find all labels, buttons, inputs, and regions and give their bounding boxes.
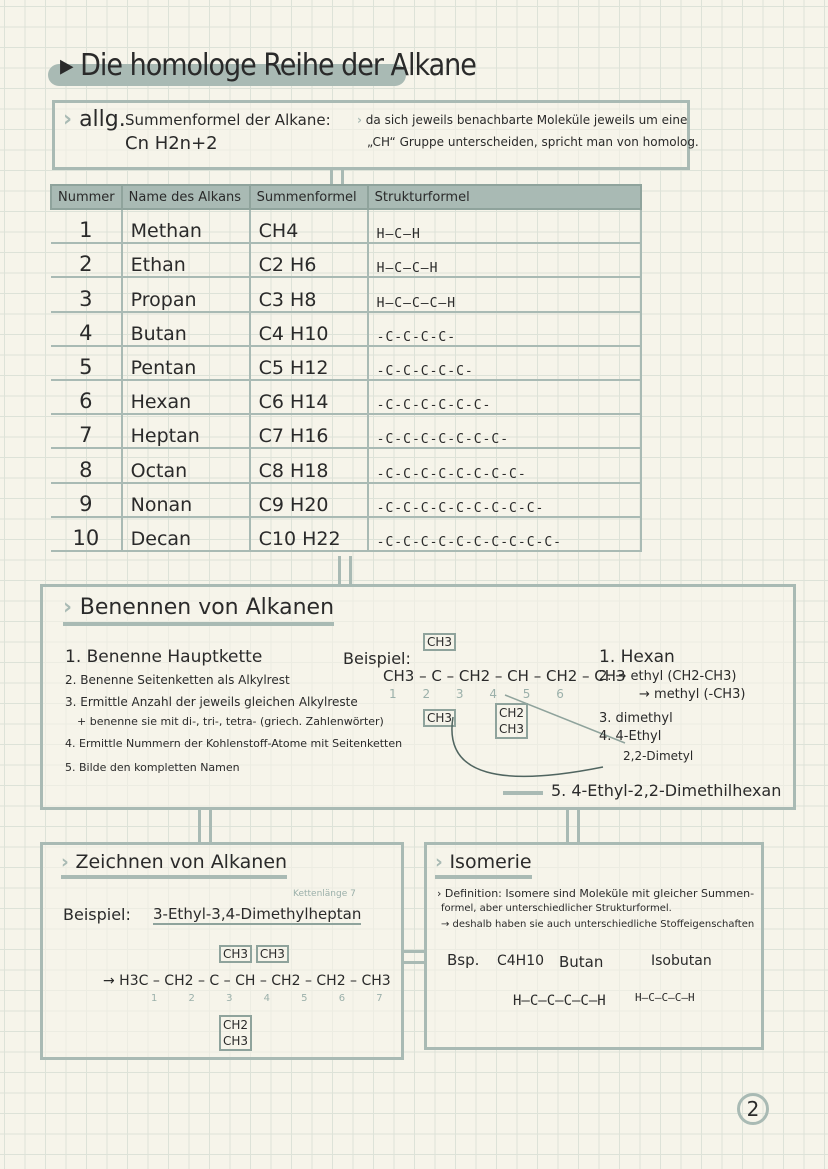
sum-formula: C4 H10: [250, 312, 368, 346]
sum-formula: CH4: [250, 209, 368, 243]
step: 2. Benenne Seitenketten als Alkylrest: [65, 673, 290, 687]
structure-formula: H–C–C–H: [368, 243, 641, 277]
col-header: Strukturformel: [368, 185, 641, 209]
result: → methyl (-CH3): [639, 687, 746, 702]
col-header: Name des Alkans: [122, 185, 250, 209]
table-row: [51, 414, 641, 448]
table-row: [51, 448, 641, 482]
alkane-name: Decan: [122, 517, 250, 551]
step: 3. Ermittle Anzahl der jeweils gleichen Alkylreste: [65, 695, 358, 709]
step: 5. Bilde den kompletten Namen: [65, 761, 240, 774]
ethyl-group: CH2 CH3: [495, 703, 528, 739]
sum-formula: C10 H22: [250, 517, 368, 551]
example-label: Beispiel:: [343, 649, 411, 668]
step: 1. Benenne Hauptkette: [65, 647, 263, 667]
result: 2. → ethyl (CH2-CH3): [599, 669, 737, 684]
definition: formel, aber unterschiedlicher Strukturformel.: [441, 903, 672, 914]
page-title: ▸ Die homologe Reihe der Alkane: [60, 48, 476, 83]
note-line-2: „CH“ Gruppe unterscheiden, spricht man von homolog.: [367, 135, 699, 149]
definition: › Definition: Isomere sind Moleküle mit gleicher Summen-: [437, 887, 755, 900]
ethyl-group: CH2 CH3: [219, 1015, 252, 1051]
isobutan-label: Isobutan: [651, 953, 712, 969]
drawing-heading: Zeichnen von Alkanen: [75, 851, 288, 873]
top-group: CH3: [423, 633, 456, 651]
col-header: Nummer: [51, 185, 122, 209]
step: 4. Ermittle Nummern der Kohlenstoff-Atome mit Seitenketten: [65, 737, 403, 750]
final-name: 5. 4-Ethyl-2,2-Dimethilhexan: [551, 781, 782, 800]
result: 4. 4-Ethyl: [599, 729, 662, 744]
table-row: [51, 517, 641, 551]
table-row: [51, 346, 641, 380]
structure-formula: -C-C-C-C-C-C-: [368, 380, 641, 414]
general-formula-box: › allg. Summenformel der Alkane: Cn H2n+2 › da sich jeweils benachbarte Moleküle jeweils um eine „CH“ Gruppe unterscheiden, spricht man von homolog.: [52, 100, 690, 170]
drawing-box: › Zeichnen von Alkanen Beispiel: 3-Ethyl-3,4-Dimethylheptan Kettenlänge 7 CH3 CH3 → H3C – CH2 – C – CH – CH2 – CH2 – CH3 1 2 3 4 5 6 7 CH2 CH3: [40, 842, 404, 1060]
alkane-name: Heptan: [122, 414, 250, 448]
alkane-name: Hexan: [122, 380, 250, 414]
compound-name: 3-Ethyl-3,4-Dimethylheptan: [153, 905, 362, 923]
example-label: Beispiel:: [63, 905, 131, 924]
table-row: [51, 243, 641, 277]
table-row: [51, 277, 641, 311]
table-row: [51, 380, 641, 414]
structure-formula: -C-C-C-C-: [368, 312, 641, 346]
structure-formula: -C-C-C-C-C-C-C-: [368, 414, 641, 448]
sum-formula: C5 H12: [250, 346, 368, 380]
main-chain: → H3C – CH2 – C – CH – CH2 – CH2 – CH3: [103, 973, 391, 989]
methyl-group: CH3: [256, 945, 289, 963]
allg-label: allg.: [79, 107, 126, 132]
row-number: 8: [51, 448, 122, 482]
bottom-group: CH3: [423, 709, 456, 727]
naming-box: › Benennen von Alkanen 1. Benenne Hauptkette 2. Benenne Seitenketten als Alkylrest 3. Ermittle Anzahl der jeweils gleichen Alkylreste + benenne sie mit di-, tri-, tetra- (griech. Zahlenwörter) 4. Ermittle Nummern der Kohlenstoff-Atome mit Seitenketten 5. Bilde den kompletten Namen Beispiel: CH3 CH3 – C – CH2 – CH – CH2 – CH3 1 2 3 4 5 6 CH3 CH2 CH3 1. Hexan 2. → ethyl (CH2-CH3) → methyl (-CH3) 3. dimethyl 4. 4-Ethyl 2,2-Dimetyl 5. 4-Ethyl-2,2-Dimethilhexan: [40, 584, 796, 810]
chain-length-note: Kettenlänge 7: [293, 889, 356, 899]
alkane-name: Ethan: [122, 243, 250, 277]
alkane-name: Nonan: [122, 483, 250, 517]
alkane-name: Pentan: [122, 346, 250, 380]
table-row: [51, 209, 641, 243]
sum-formula: C3 H8: [250, 277, 368, 311]
row-number: 7: [51, 414, 122, 448]
result: 2,2-Dimetyl: [623, 749, 694, 763]
bsp-label: Bsp.: [447, 951, 480, 969]
sum-formula: C8 H18: [250, 448, 368, 482]
sum-formula: C6 H14: [250, 380, 368, 414]
page-number: 2: [737, 1093, 769, 1125]
alkane-name: Propan: [122, 277, 250, 311]
table-row: [51, 483, 641, 517]
note-line-1: da sich jeweils benachbarte Moleküle jeweils um eine: [365, 113, 688, 127]
alkane-name: Butan: [122, 312, 250, 346]
result: 1. Hexan: [599, 647, 675, 667]
isobutan-structure: H–C–C–C–H: [635, 991, 695, 1004]
structure-formula: -C-C-C-C-C-C-C-C-: [368, 448, 641, 482]
butan-structure: H–C–C–C–C–H: [513, 993, 606, 1009]
general-text: Summenformel der Alkane:: [125, 111, 331, 129]
butan-label: Butan: [559, 953, 604, 971]
structure-formula: -C-C-C-C-C-: [368, 346, 641, 380]
structure-formula: -C-C-C-C-C-C-C-C-C-: [368, 483, 641, 517]
row-number: 3: [51, 277, 122, 311]
isomerie-box: › Isomerie › Definition: Isomere sind Moleküle mit gleicher Summen- formel, aber unterschiedlicher Strukturformel. → deshalb haben sie auch unterschiedliche Stoffeigenschaften Bsp. C4H10 Butan Isobutan H–C–C–C–C–H H–C–C–C–H: [424, 842, 764, 1050]
row-number: 1: [51, 209, 122, 243]
sum-formula: C9 H20: [250, 483, 368, 517]
chain-numbers: 1 2 3 4 5 6: [389, 687, 564, 701]
general-formula: Cn H2n+2: [125, 133, 218, 154]
step: + benenne sie mit di-, tri-, tetra- (griech. Zahlenwörter): [77, 715, 384, 728]
alkane-table: [50, 184, 642, 552]
col-header: Summenformel: [250, 185, 368, 209]
methyl-group: CH3: [219, 945, 252, 963]
structure-formula: -C-C-C-C-C-C-C-C-C-C-: [368, 517, 641, 551]
row-number: 6: [51, 380, 122, 414]
structure-formula: H–C–C–C–H: [368, 277, 641, 311]
alkane-name: Methan: [122, 209, 250, 243]
isomerie-heading: Isomerie: [449, 851, 532, 873]
main-chain: CH3 – C – CH2 – CH – CH2 – CH3: [383, 667, 626, 685]
sum-formula: C7 H16: [250, 414, 368, 448]
chain-numbers: 1 2 3 4 5 6 7: [151, 993, 383, 1004]
table-row: [51, 312, 641, 346]
naming-heading: Benennen von Alkanen: [79, 595, 335, 620]
row-number: 10: [51, 517, 122, 551]
structure-formula: H–C–H: [368, 209, 641, 243]
row-number: 5: [51, 346, 122, 380]
sum-formula: C2 H6: [250, 243, 368, 277]
bsp-formula: C4H10: [497, 953, 545, 969]
alkane-name: Octan: [122, 448, 250, 482]
result: 3. dimethyl: [599, 711, 673, 726]
row-number: 4: [51, 312, 122, 346]
row-number: 9: [51, 483, 122, 517]
definition: → deshalb haben sie auch unterschiedliche Stoffeigenschaften: [441, 919, 755, 930]
row-number: 2: [51, 243, 122, 277]
